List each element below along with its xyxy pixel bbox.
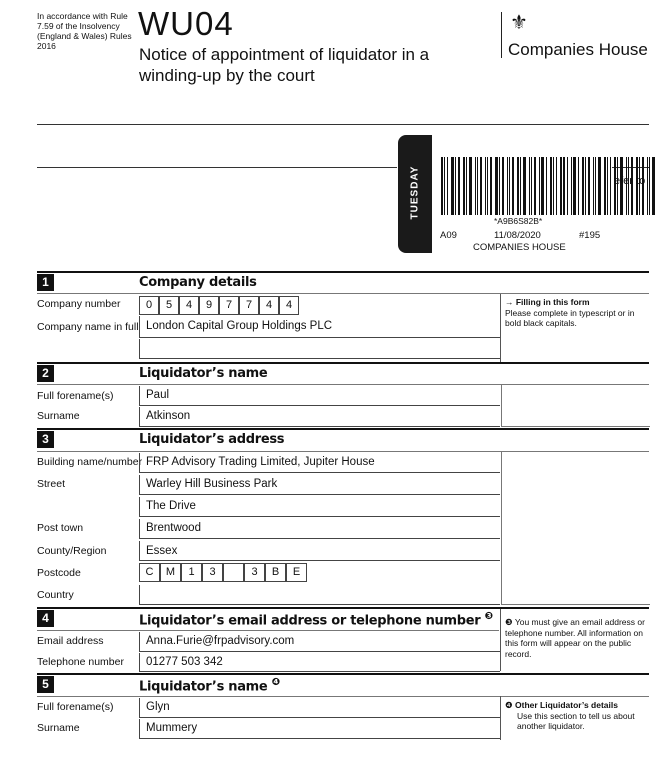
barcode-bar: [509, 157, 510, 215]
surname-field[interactable]: [139, 407, 500, 427]
section-2-number: 2: [37, 365, 54, 382]
barcode-bar: [563, 157, 565, 215]
street-value-line-2: The Drive: [146, 500, 196, 512]
country-label: Country: [37, 589, 74, 601]
barcode-bar: [469, 157, 472, 215]
section-4-side-divider: [500, 609, 501, 671]
company-name-field[interactable]: [139, 316, 500, 338]
barcode-bar: [512, 157, 514, 215]
street-label: Street: [37, 478, 66, 490]
barcode-bar: [556, 157, 557, 215]
barcode-bar: [649, 157, 650, 215]
email-label: Email address: [37, 635, 104, 647]
phone-value: 01277 503 342: [146, 656, 223, 668]
barcode-text: *A9B6S82B*: [494, 216, 543, 226]
second-forename-value: Glyn: [146, 701, 170, 713]
building-field[interactable]: [139, 453, 500, 473]
day-tab-label: TUESDAY: [409, 165, 421, 220]
street-field-line-2[interactable]: [139, 497, 500, 517]
barcode-bar: [499, 157, 500, 215]
second-surname-value: Mummery: [146, 722, 198, 734]
postcode-char-box[interactable]: 1: [181, 563, 202, 582]
surname-value: Atkinson: [146, 410, 191, 422]
company-name-label: Company name in full: [37, 321, 139, 333]
company-name-value: London Capital Group Holdings PLC: [146, 320, 333, 332]
section-2-side-box: [501, 384, 650, 427]
forename-label: Full forename(s): [37, 390, 114, 402]
surname-label: Surname: [37, 410, 80, 422]
forename-value: Paul: [146, 389, 170, 401]
postcode-char-box[interactable]: C: [139, 563, 160, 582]
barcode-bar: [529, 157, 530, 215]
town-label: Post town: [37, 522, 84, 534]
barcode-bar: [560, 157, 562, 215]
other-liquidator-text: Use this section to tell us about another liquidator.: [517, 710, 635, 731]
postcode-char-box[interactable]: E: [286, 563, 307, 582]
phone-field[interactable]: [139, 653, 500, 672]
contact-guidance: [505, 617, 647, 659]
county-value: Essex: [146, 545, 178, 557]
building-label: Building name/number: [37, 456, 143, 468]
company-number-digit-box[interactable]: 7: [239, 296, 259, 315]
barcode-bar: [652, 157, 655, 215]
company-name-field-line-2[interactable]: [139, 339, 500, 359]
postcode-char-box[interactable]: 3: [244, 563, 265, 582]
section-1-sub-rule: [37, 293, 649, 294]
county-label: County/Region: [37, 545, 107, 557]
barcode-bar: [477, 157, 478, 215]
postcode-char-box[interactable]: [223, 563, 244, 582]
barcode-bar: [604, 157, 606, 215]
section-5-title-text: Liquidator’s name: [139, 679, 268, 695]
day-tab: [398, 135, 432, 253]
second-surname-label: Surname: [37, 722, 80, 734]
section-4-title-text: Liquidator’s email address or telephone number: [139, 613, 481, 629]
barcode-bar: [523, 157, 526, 215]
barcode-bar: [607, 157, 608, 215]
issuer-divider: [501, 12, 502, 58]
street-value: Warley Hill Business Park: [146, 478, 278, 490]
section-5-number: 5: [37, 676, 54, 693]
other-liquidator-marker: ❹: [505, 700, 513, 710]
barcode-bar: [553, 157, 554, 215]
barcode-bar: [550, 157, 552, 215]
section-4-note-marker: ❸: [484, 611, 493, 622]
issuer-name: Companies House: [508, 40, 648, 59]
filling-guidance-title: → Filling in this form: [505, 297, 590, 307]
town-field[interactable]: [139, 519, 500, 539]
second-surname-field[interactable]: [139, 719, 500, 739]
section-5-sub-rule: [37, 696, 649, 697]
section-5-side-divider: [500, 696, 501, 740]
barcode-bar: [578, 157, 579, 215]
barcode-bar: [458, 157, 460, 215]
phone-label: Telephone number: [37, 656, 124, 668]
section-1-title: Company details: [139, 275, 257, 290]
section-5-rule: [37, 673, 649, 675]
second-forename-label: Full forename(s): [37, 701, 114, 713]
section-2-title: Liquidator’s name: [139, 366, 268, 381]
form-title: Notice of appointment of liquidator in a winding-up by the court: [139, 45, 430, 85]
barcode-bar: [485, 157, 486, 215]
barcode-bar: [585, 157, 586, 215]
filling-guidance: [505, 297, 645, 329]
barcode-bar: [598, 157, 601, 215]
postcode-char-box[interactable]: 3: [202, 563, 223, 582]
company-number-digit-box[interactable]: 4: [259, 296, 279, 315]
postcode-label: Postcode: [37, 567, 81, 579]
barcode-bar: [455, 157, 456, 215]
barcode-bar: [539, 157, 540, 215]
postcode-char-box[interactable]: B: [265, 563, 286, 582]
stamp-code: A09: [440, 230, 457, 241]
barcode-bar: [466, 157, 467, 215]
town-value: Brentwood: [146, 522, 201, 534]
barcode-bar: [582, 157, 584, 215]
barcode-bar: [517, 157, 519, 215]
truncated-side-text: efer to: [614, 175, 646, 187]
barcode-bar: [541, 157, 544, 215]
barcode-bar: [647, 157, 648, 215]
other-liquidator-guidance: [505, 700, 647, 732]
barcode-bar: [546, 157, 547, 215]
contact-guidance-marker: ❸: [505, 617, 513, 627]
barcode-bar: [451, 157, 454, 215]
company-number-label: Company number: [37, 298, 121, 310]
email-value: Anna.Furie@frpadvisory.com: [146, 635, 295, 647]
royal-crest-icon: ⚜: [510, 12, 528, 34]
barcode-bar: [441, 157, 443, 215]
section-1-side-divider: [500, 294, 501, 362]
stamp-office: COMPANIES HOUSE: [473, 242, 566, 253]
contact-guidance-text: You must give an email address or telephone number. All information on this form will appear on the public record.: [505, 617, 645, 659]
barcode-bar: [495, 157, 498, 215]
section-5-title: [139, 677, 280, 694]
stamp-number: #195: [579, 230, 601, 241]
section-4-rule: [37, 607, 649, 609]
section-1-number: 1: [37, 274, 54, 291]
postcode-char-box[interactable]: M: [160, 563, 181, 582]
barcode-bar: [534, 157, 536, 215]
barcode-bar: [520, 157, 521, 215]
barcode-bar: [444, 157, 445, 215]
barcode-bar: [475, 157, 476, 215]
barcode-bar: [507, 157, 508, 215]
company-number-digit-box[interactable]: 5: [159, 296, 179, 315]
section-4-sub-rule: [37, 630, 499, 631]
barcode-bar: [567, 157, 568, 215]
barcode-bar: [490, 157, 492, 215]
forename-field[interactable]: [139, 386, 500, 406]
barcode-bar: [447, 157, 448, 215]
section-2-rule: [37, 362, 649, 364]
company-number-digit-box[interactable]: 0: [139, 296, 159, 315]
barcode-bar: [531, 157, 532, 215]
building-value: FRP Advisory Trading Limited, Jupiter House: [146, 456, 375, 468]
section-5-note-marker: ❹: [271, 677, 280, 688]
rule-reference-note: In accordance with Rule 7.59 of the Insolvency (England & Wales) Rules 2016: [37, 11, 132, 51]
barcode-bar: [480, 157, 482, 215]
street-field[interactable]: [139, 475, 500, 495]
barcode-bar: [571, 157, 572, 215]
other-liquidator-title: Other Liquidator’s details: [515, 700, 618, 710]
barcode-bar: [595, 157, 596, 215]
section-1-rule: [37, 271, 649, 273]
receipt-rule-left: [37, 167, 397, 168]
company-number-digit-box[interactable]: 9: [199, 296, 219, 315]
barcode-bar: [487, 157, 488, 215]
header-rule: [37, 124, 649, 125]
form-code: WU04: [138, 5, 234, 42]
section-4-title: [139, 611, 493, 628]
email-field[interactable]: [139, 632, 500, 652]
company-number-digit-box[interactable]: 7: [219, 296, 239, 315]
stamp-date: 11/08/2020: [494, 230, 541, 241]
section-3-title: Liquidator’s address: [139, 432, 285, 447]
company-number-digit-box[interactable]: 4: [179, 296, 199, 315]
company-number-digit-box[interactable]: 4: [279, 296, 299, 315]
barcode-bar: [463, 157, 465, 215]
barcode-bar: [588, 157, 590, 215]
barcode-bar: [573, 157, 576, 215]
section-4-number: 4: [37, 610, 54, 627]
country-field[interactable]: [139, 585, 500, 605]
barcode-bar: [593, 157, 594, 215]
section-3-number: 3: [37, 431, 54, 448]
section-3-rule: [37, 428, 649, 430]
second-forename-field[interactable]: [139, 698, 500, 718]
filling-guidance-text: Please complete in typescript or in bold black capitals.: [505, 307, 635, 328]
barcode-bar: [502, 157, 504, 215]
barcode-bar: [610, 157, 611, 215]
county-field[interactable]: [139, 541, 500, 561]
section-3-side-box: [501, 451, 650, 605]
